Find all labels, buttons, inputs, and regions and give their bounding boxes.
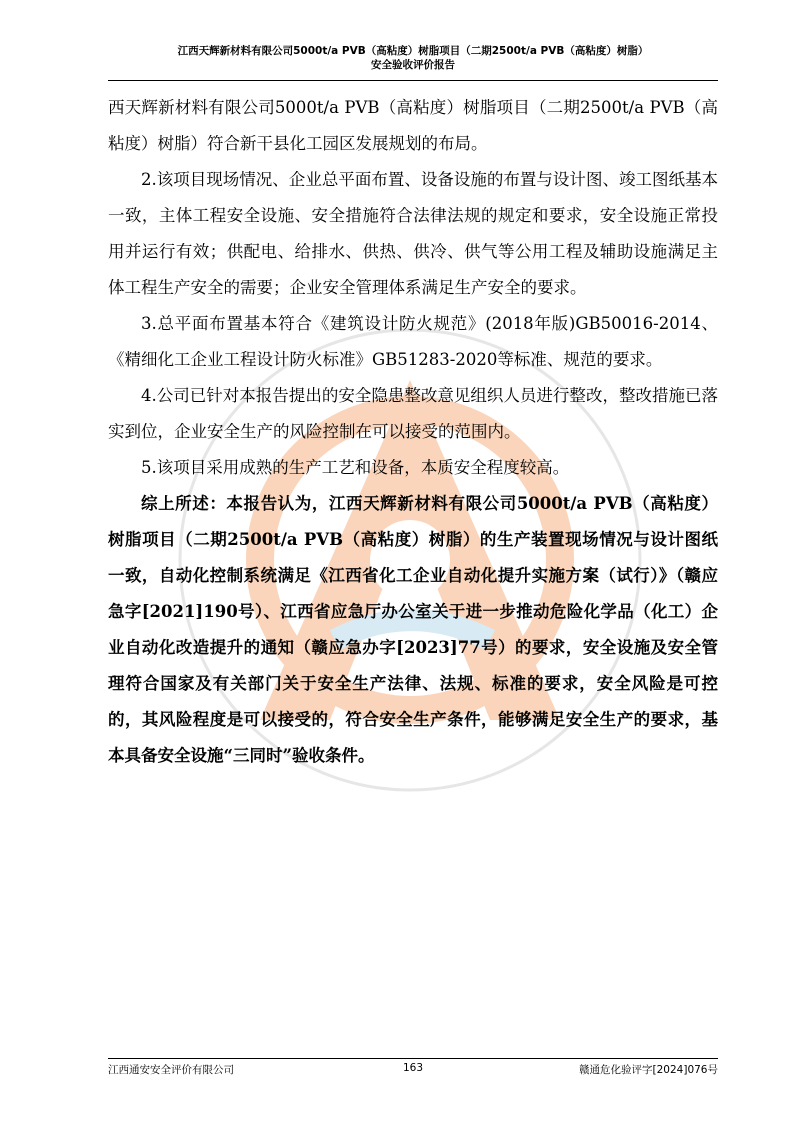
header-divider (108, 80, 718, 81)
paragraph-item-4: 4.公司已针对本报告提出的安全隐患整改意见组织人员进行整改，整改措施已落实到位，企业安全生产的风险控制在可以接受的范围内。 (108, 386, 718, 441)
header-subtitle: 安全验收评价报告 (371, 59, 455, 71)
page-footer (108, 1062, 718, 1078)
report-body (108, 90, 718, 774)
paragraph-item-3: 3.总平面布置基本符合《建筑设计防火规范》(2018年版)GB50016-2014、《精细化工企业工程设计防火标准》GB51283-2020等标准、规范的要求。 (108, 314, 718, 369)
paragraph-item-5: 5.该项目采用成熟的生产工艺和设备，本质安全程度较高。 (141, 458, 570, 477)
paragraph-continuation: 西天辉新材料有限公司5000t/a PVB（高粘度）树脂项目（二期2500t/a PVB（高粘度）树脂）符合新干县化工园区发展规划的布局。 (108, 98, 718, 153)
footer-company: 江西通安安全评价有限公司 (108, 1064, 234, 1076)
page-header (108, 44, 718, 72)
header-title: 江西天辉新材料有限公司5000t/a PVB（高粘度）树脂项目（二期2500t/a PVB（高粘度）树脂） (177, 45, 649, 57)
paragraph-conclusion: 综上所述：本报告认为，江西天辉新材料有限公司5000t/a PVB（高粘度）树脂项目（二期2500t/a PVB（高粘度）树脂）的生产装置现场情况与设计图纸一致，自动化控制系统满足《江西省化工企业自动化提升实施方案（试行）》（赣应急字[2021]190号）、江西省应急厅办公室关于进一步推动危险化学品（化工）企业自动化改造提升的通知（赣应急办字[2023]77号）的要求，安全设施及安全管理符合国家及有关部门关于安全生产法律、法规、标准的要求，安全风险是可控的，其风险程度是可以接受的，符合安全生产条件，能够满足安全生产的要求，基本具备安全设施“三同时”验收条件。 (108, 494, 718, 765)
report-number: 赣通危化验评字[2024]076号 (579, 1064, 718, 1076)
footer-divider (108, 1058, 718, 1059)
paragraph-item-2: 2.该项目现场情况、企业总平面布置、设备设施的布置与设计图、竣工图纸基本一致，主体工程安全设施、安全措施符合法律法规的规定和要求，安全设施正常投用并运行有效；供配电、给排水、供热、供冷、供气等公用工程及辅助设施满足主体工程生产安全的需要；企业安全管理体系满足生产安全的要求。 (108, 170, 718, 297)
page-number: 163 (402, 1062, 424, 1074)
